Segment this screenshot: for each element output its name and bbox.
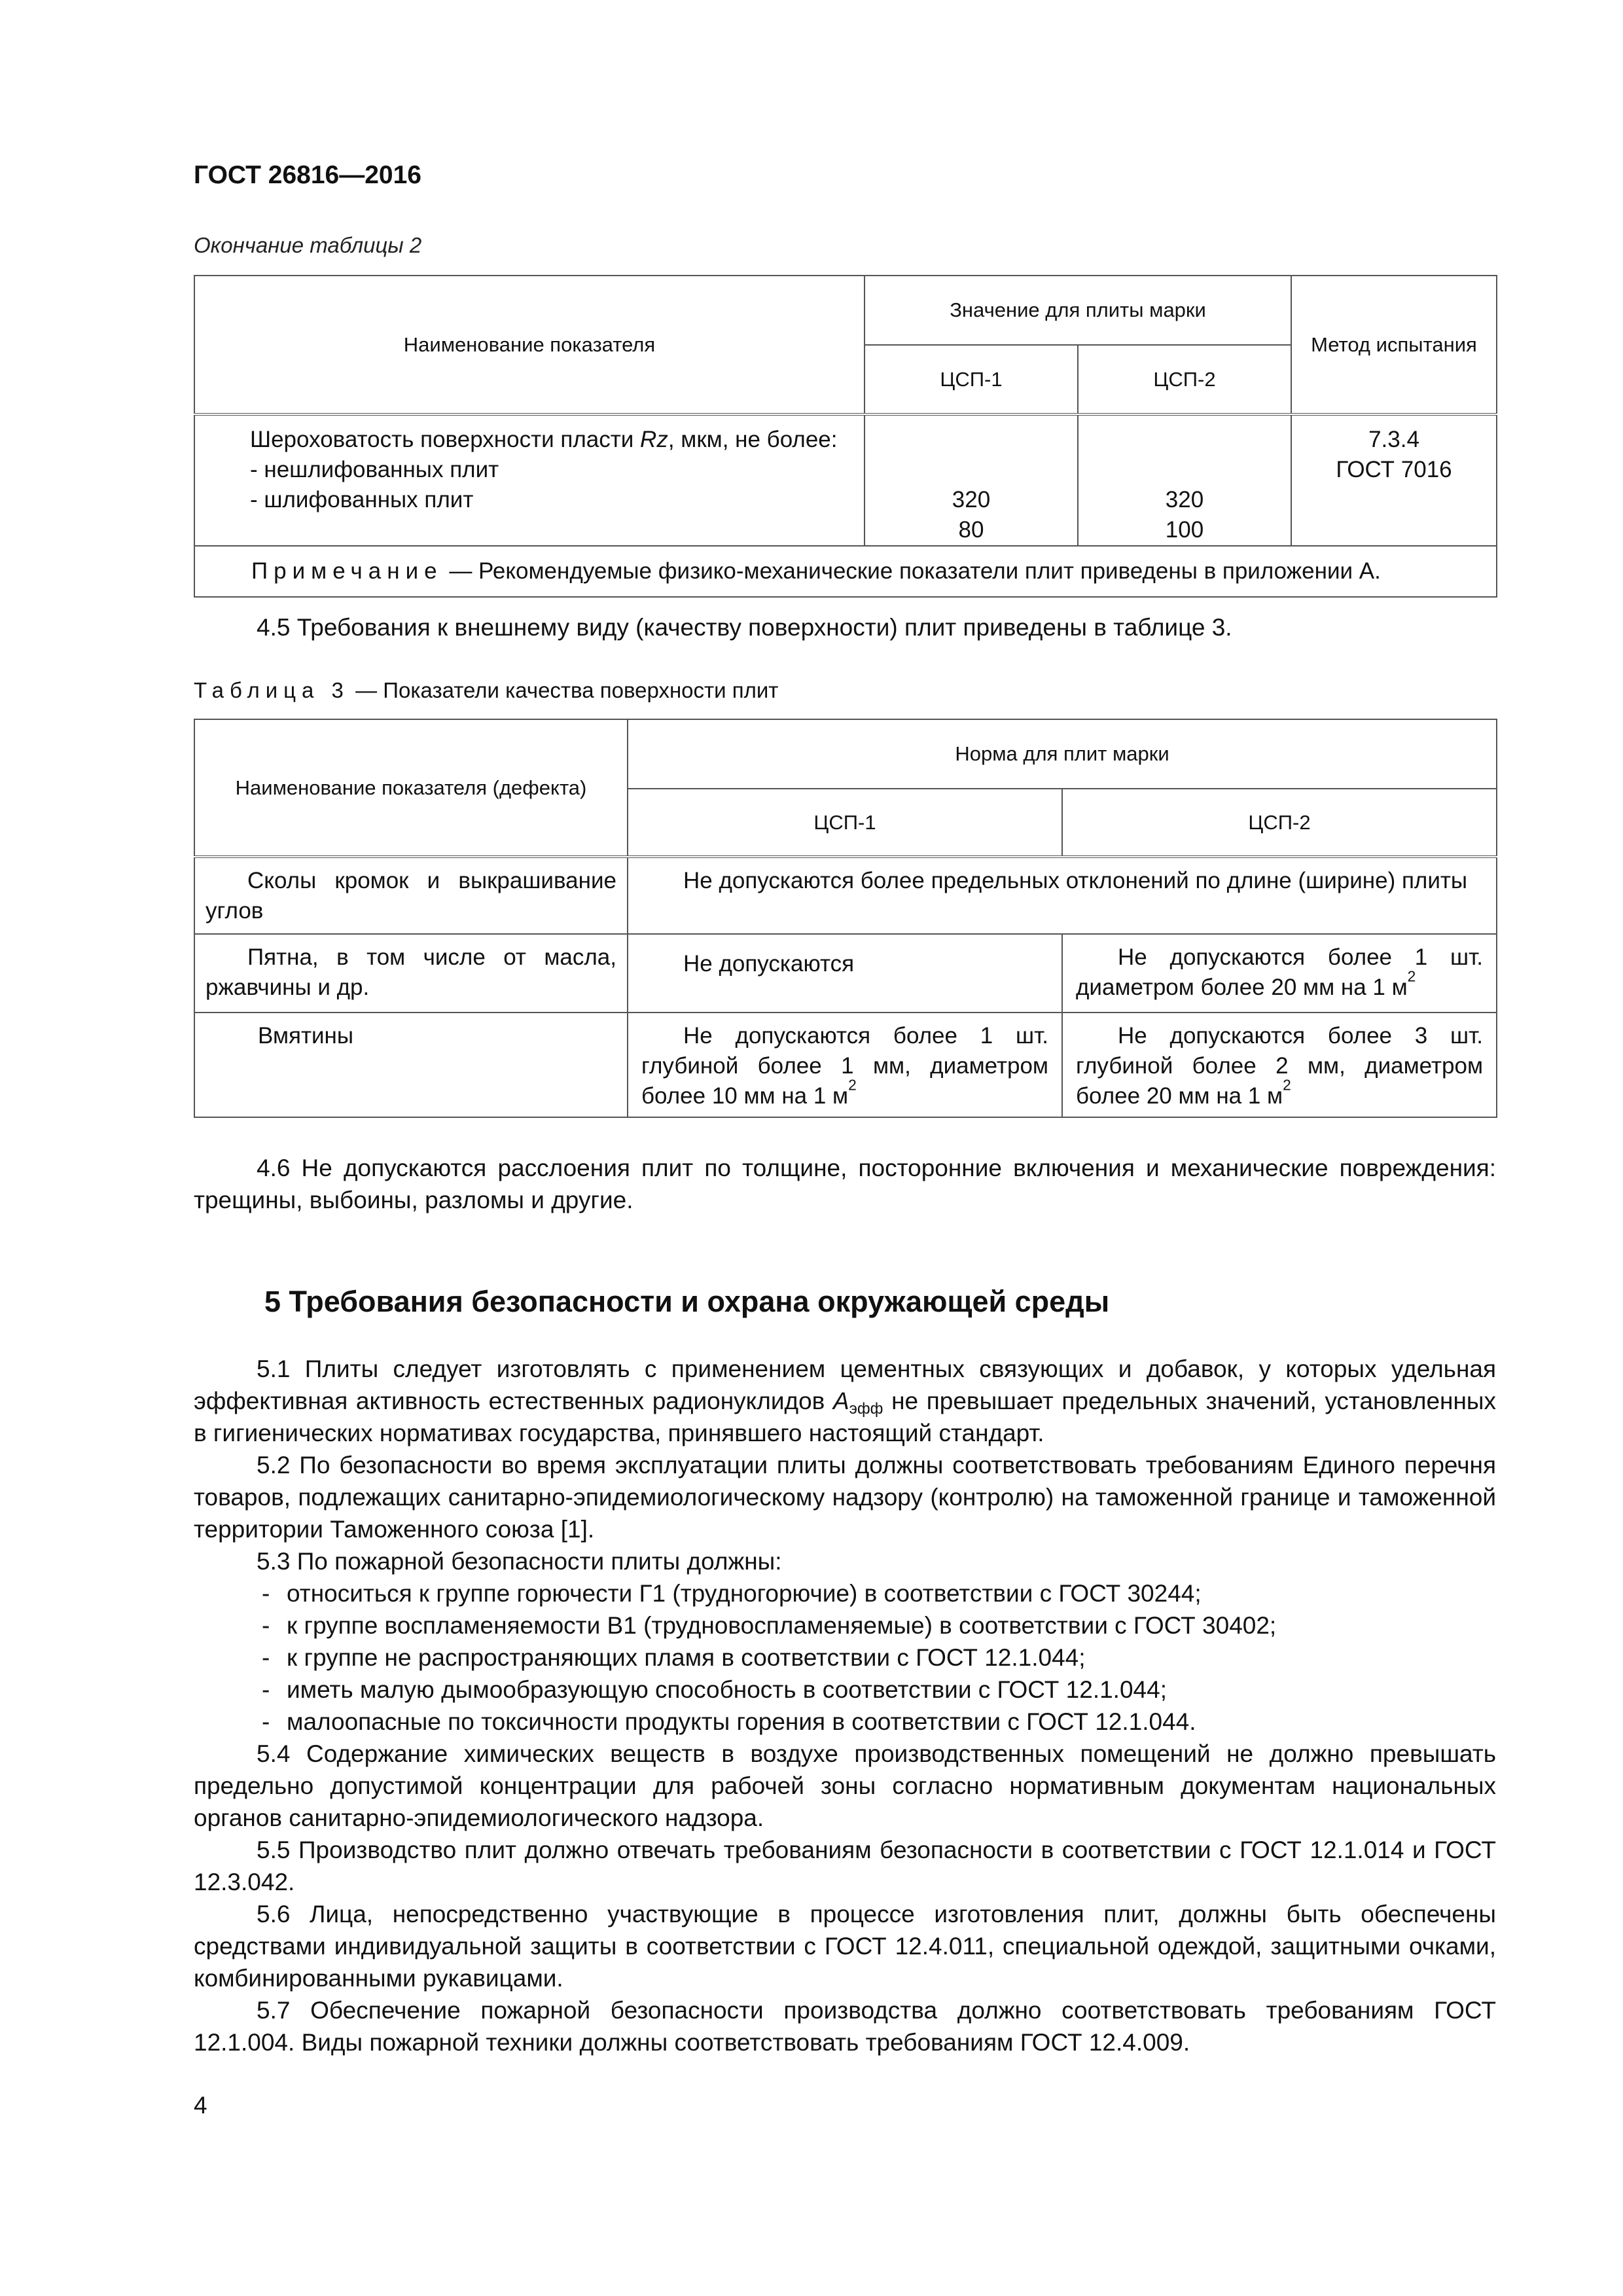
standard-code: ГОСТ 26816—2016 xyxy=(194,161,421,189)
table3-header-norm-group: Норма для плит марки xyxy=(628,719,1497,789)
section-5-body xyxy=(194,1353,1496,2058)
table3-row3-grade1: Не допускаются более 1 шт. глубиной более 1 мм, диаметром более 10 мм на 1 $м^2$ xyxy=(628,1013,1062,1117)
table2-row-grade1-cell xyxy=(865,414,1078,546)
table2-header-method: Метод испытания xyxy=(1291,276,1497,414)
table3-header-grade2: ЦСП-2 xyxy=(1062,789,1497,857)
page-number: 4 xyxy=(194,2092,207,2119)
list-item: - к группе не распространяющих пламя в соответствии с ГОСТ 12.1.044; xyxy=(194,1641,1496,1674)
table2-row-grade2-cell xyxy=(1078,414,1291,546)
table2-row-item-unpolished: - нешлифованных плит xyxy=(250,457,499,482)
table-continuation-label: Окончание таблицы 2 xyxy=(194,233,422,257)
section-5-title: 5 Требования безопасности и охрана окружающей среды xyxy=(264,1285,1110,1318)
fire-safety-list xyxy=(194,1577,1496,1738)
table3-row2-grade1: Не допускаются xyxy=(628,934,1062,1013)
table-3-caption: Таблица 3 — Показатели качества поверхности плит xyxy=(194,678,779,702)
table2-header-grade2: ЦСП-2 xyxy=(1078,345,1291,414)
paragraph-5-2: 5.2 По безопасности во время эксплуатации плиты должны соответствовать требованиям Единого перечня товаров, подлежащих санитарно-эпидемиологическому надзору (контролю) на таможенной границе и таможенной территории Таможенного союза [1]. xyxy=(194,1452,1496,1543)
table2-grade2-value-polished: 100 xyxy=(1165,517,1204,543)
list-item: - малоопасные по токсичности продукты горения в соответствии с ГОСТ 12.1.044. xyxy=(194,1706,1496,1738)
paragraph-5-1: 5.1 Плиты следует изготовлять с применением цементных связующих и добавок, у которых удельная эффективная активность естественных радионуклидов $А_{эфф}$ не превышает предельных значений, установленных в гигиенических нормативах государства, принявшего настоящий стандарт. xyxy=(194,1355,1496,1446)
table2-row-name-cell xyxy=(194,414,865,546)
table2-row-item-polished: - шлифованных плит xyxy=(250,487,474,512)
paragraph-5-4: 5.4 Содержание химических веществ в воздухе производственных помещений не должно превышать предельно допустимой концентрации для рабочей зоны согласно нормативным документам национальных органов санитарно-эпидемиологического надзора. xyxy=(194,1740,1496,1831)
table-3 xyxy=(194,719,1497,1118)
table2-row-method-cell xyxy=(1291,414,1497,546)
table2-grade1-value-unpolished: 320 xyxy=(952,487,991,512)
table2-note xyxy=(194,546,1497,597)
table3-header-grade1: ЦСП-1 xyxy=(628,789,1062,857)
paragraph-4-5: 4.5 Требования к внешнему виду (качеству поверхности) плит приведены в таблице 3. xyxy=(257,614,1232,641)
paragraph-5-5: 5.5 Производство плит должно отвечать требованиям безопасности в соответствии с ГОСТ 12.1.014 и ГОСТ 12.3.042. xyxy=(194,1837,1496,1895)
table-2 xyxy=(194,275,1497,598)
list-item: - иметь малую дымообразующую способность в соответствии с ГОСТ 12.1.044; xyxy=(194,1674,1496,1706)
table2-row-name: Шероховатость поверхности пласти Rz, мкм, не более: xyxy=(250,427,838,452)
table2-header-name: Наименование показателя xyxy=(194,276,865,414)
paragraph-5-6: 5.6 Лица, непосредственно участвующие в процессе изготовления плит, должны быть обеспечены средствами индивидуальной защиты в соответствии с ГОСТ 12.4.011, специальной одеждой, защитными очками, комбинированными рукавицами. xyxy=(194,1901,1496,1992)
list-item: - относиться к группе горючести Г1 (трудногорючие) в соответствии с ГОСТ 30244; xyxy=(194,1577,1496,1609)
table2-header-grade1: ЦСП-1 xyxy=(865,345,1078,414)
table3-row1-norm: Не допускаются более предельных отклонений по длине (ширине) плиты xyxy=(628,857,1497,934)
table3-header-name: Наименование показателя (дефекта) xyxy=(194,719,628,857)
table3-row3-grade2: Не допускаются более 3 шт. глубиной более 2 мм, диаметром более 20 мм на 1 $м^2$ xyxy=(1062,1013,1497,1117)
paragraph-5-7: 5.7 Обеспечение пожарной безопасности производства должно соответствовать требованиям ГОСТ 12.1.004. Виды пожарной техники должны соответствовать требованиям ГОСТ 12.4.009. xyxy=(194,1997,1496,2056)
table2-header-value-group: Значение для плиты марки xyxy=(865,276,1291,345)
paragraph-5-3: 5.3 По пожарной безопасности плиты должны: xyxy=(257,1548,782,1575)
table3-row2-name: Пятна, в том числе от масла, ржавчины и др. xyxy=(194,934,628,1013)
table2-method-clause: 7.3.4 xyxy=(1368,427,1419,452)
table2-method-standard: ГОСТ 7016 xyxy=(1336,457,1452,482)
list-item: - к группе воспламеняемости В1 (трудновоспламеняемые) в соответствии с ГОСТ 30402; xyxy=(194,1609,1496,1641)
table3-row2-grade2: Не допускаются более 1 шт. диаметром более 20 мм на 1 $м^2$ xyxy=(1062,934,1497,1013)
table2-note-text: — Рекомендуемые физико-механические показатели плит приведены в приложении А. xyxy=(442,558,1381,584)
paragraph-4-6: 4.6 Не допускаются расслоения плит по толщине, посторонние включения и механические повреждения: трещины, выбоины, разломы и другие. xyxy=(194,1155,1496,1213)
table3-row3-name: Вмятины xyxy=(194,1013,628,1117)
table2-grade2-value-unpolished: 320 xyxy=(1165,487,1204,512)
table3-row1-name: Сколы кромок и выкрашивание углов xyxy=(194,857,628,934)
table2-note-label: Примечание xyxy=(251,558,443,584)
table2-grade1-value-polished: 80 xyxy=(958,517,984,543)
